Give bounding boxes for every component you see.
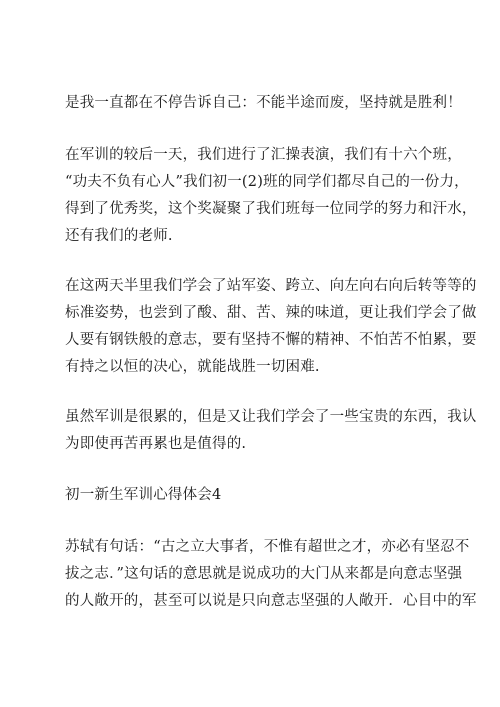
paragraph-6-line-1: 苏轼有句话：“古之立大事者，不惟有超世之才，亦必有坚忍不 [65, 539, 470, 555]
section-heading: 初一新生军训心得体会4 [65, 487, 222, 503]
paragraph-3-line-3: 人要有钢铁般的意志，要有坚持不懈的精神、不怕苦不怕累，要 [65, 332, 477, 348]
paragraph-2-line-1: 在军训的较后一天，我们进行了汇操表演，我们有十六个班， [65, 147, 462, 163]
paragraph-3-line-4: 有持之以恒的决心，就能战胜一切困难. [65, 359, 320, 375]
paragraph-3-line-1: 在这两天半里我们学会了站军姿、跨立、向左向右向后转等等的 [65, 278, 477, 294]
paragraph-2-line-3: 得到了优秀奖，这个奖凝聚了我们班每一位同学的努力和汗水， [65, 201, 477, 217]
paragraph-6-line-2: 拔之志．”这句话的意思就是说成功的大门从来都是向意志坚强 [65, 566, 463, 582]
paragraph-1-line-1: 是我一直都在不停告诉自己：不能半途而废，坚持就是胜利！ [65, 95, 462, 111]
paragraph-2-line-4: 还有我们的老师. [65, 228, 173, 244]
paragraph-3-line-2: 标准姿势，也尝到了酸、甜、苦、辣的味道，更让我们学会了做 [65, 305, 477, 321]
paragraph-4-line-2: 为即使再苦再累也是值得的. [65, 436, 247, 452]
paragraph-2-line-2: “功夫不负有心人”我们初一(2)班的同学们都尽自己的一份力， [65, 174, 469, 190]
paragraph-6-line-3: 的人敞开的，甚至可以说是只向意志坚强的人敞开．心目中的军 [65, 593, 477, 609]
paragraph-4-line-1: 虽然军训是很累的，但是又让我们学会了一些宝贵的东西，我认 [65, 409, 477, 425]
